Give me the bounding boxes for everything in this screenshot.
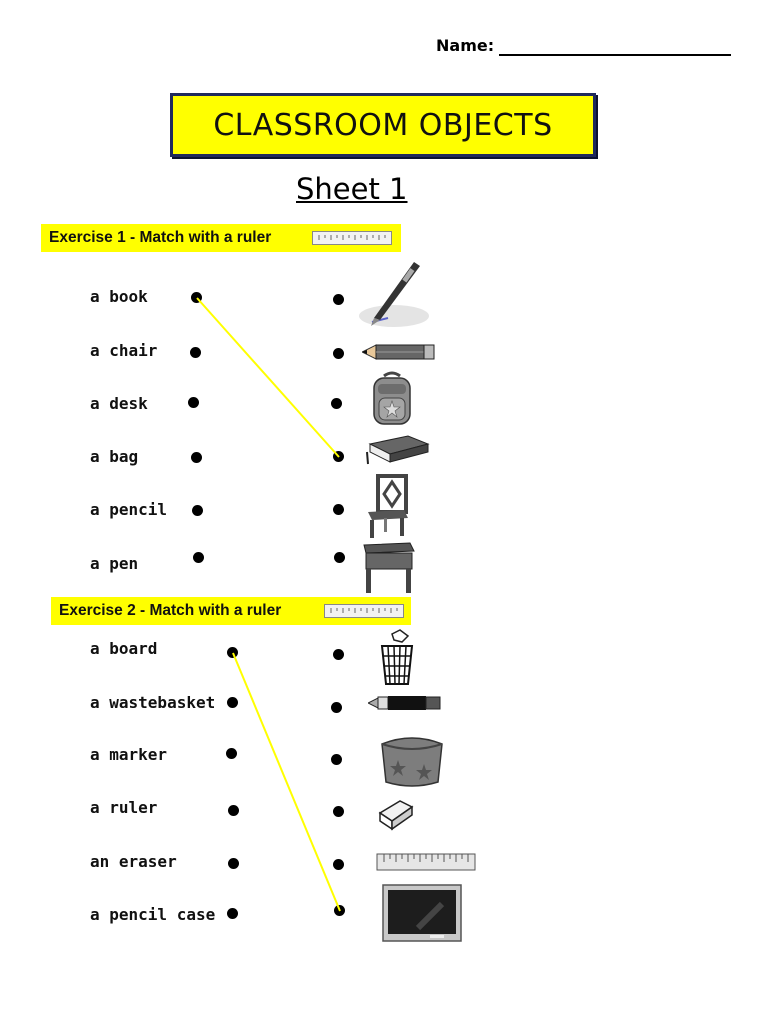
name-label: Name:: [436, 36, 495, 55]
worksheet-title: CLASSROOM OBJECTS: [213, 107, 553, 143]
ex2-word-marker: a marker: [90, 745, 168, 764]
ex2-example-match-line: [233, 653, 340, 911]
ex1-word-pen: a pen: [90, 554, 139, 573]
exercise1-heading: Exercise 1 - Match with a ruler: [49, 229, 272, 246]
ex2-word-board: a board: [90, 639, 158, 658]
ex1-word-book: a book: [90, 287, 148, 306]
ex1-word-desk: a desk: [90, 394, 148, 413]
ex1-word-chair: a chair: [90, 341, 158, 360]
ex2-word-ruler: a ruler: [90, 798, 158, 817]
exercise2-heading: Exercise 2 - Match with a ruler: [59, 602, 282, 619]
ex2-word-eraser: an eraser: [90, 852, 177, 871]
ex2-word-pencil-case: a pencil case: [90, 905, 216, 924]
ex1-word-bag: a bag: [90, 447, 139, 466]
ex1-example-match-line: [197, 298, 339, 457]
sheet-title: Sheet 1: [296, 172, 408, 206]
ex2-word-wastebasket: a wastebasket: [90, 693, 216, 712]
ex1-word-pencil: a pencil: [90, 500, 168, 519]
